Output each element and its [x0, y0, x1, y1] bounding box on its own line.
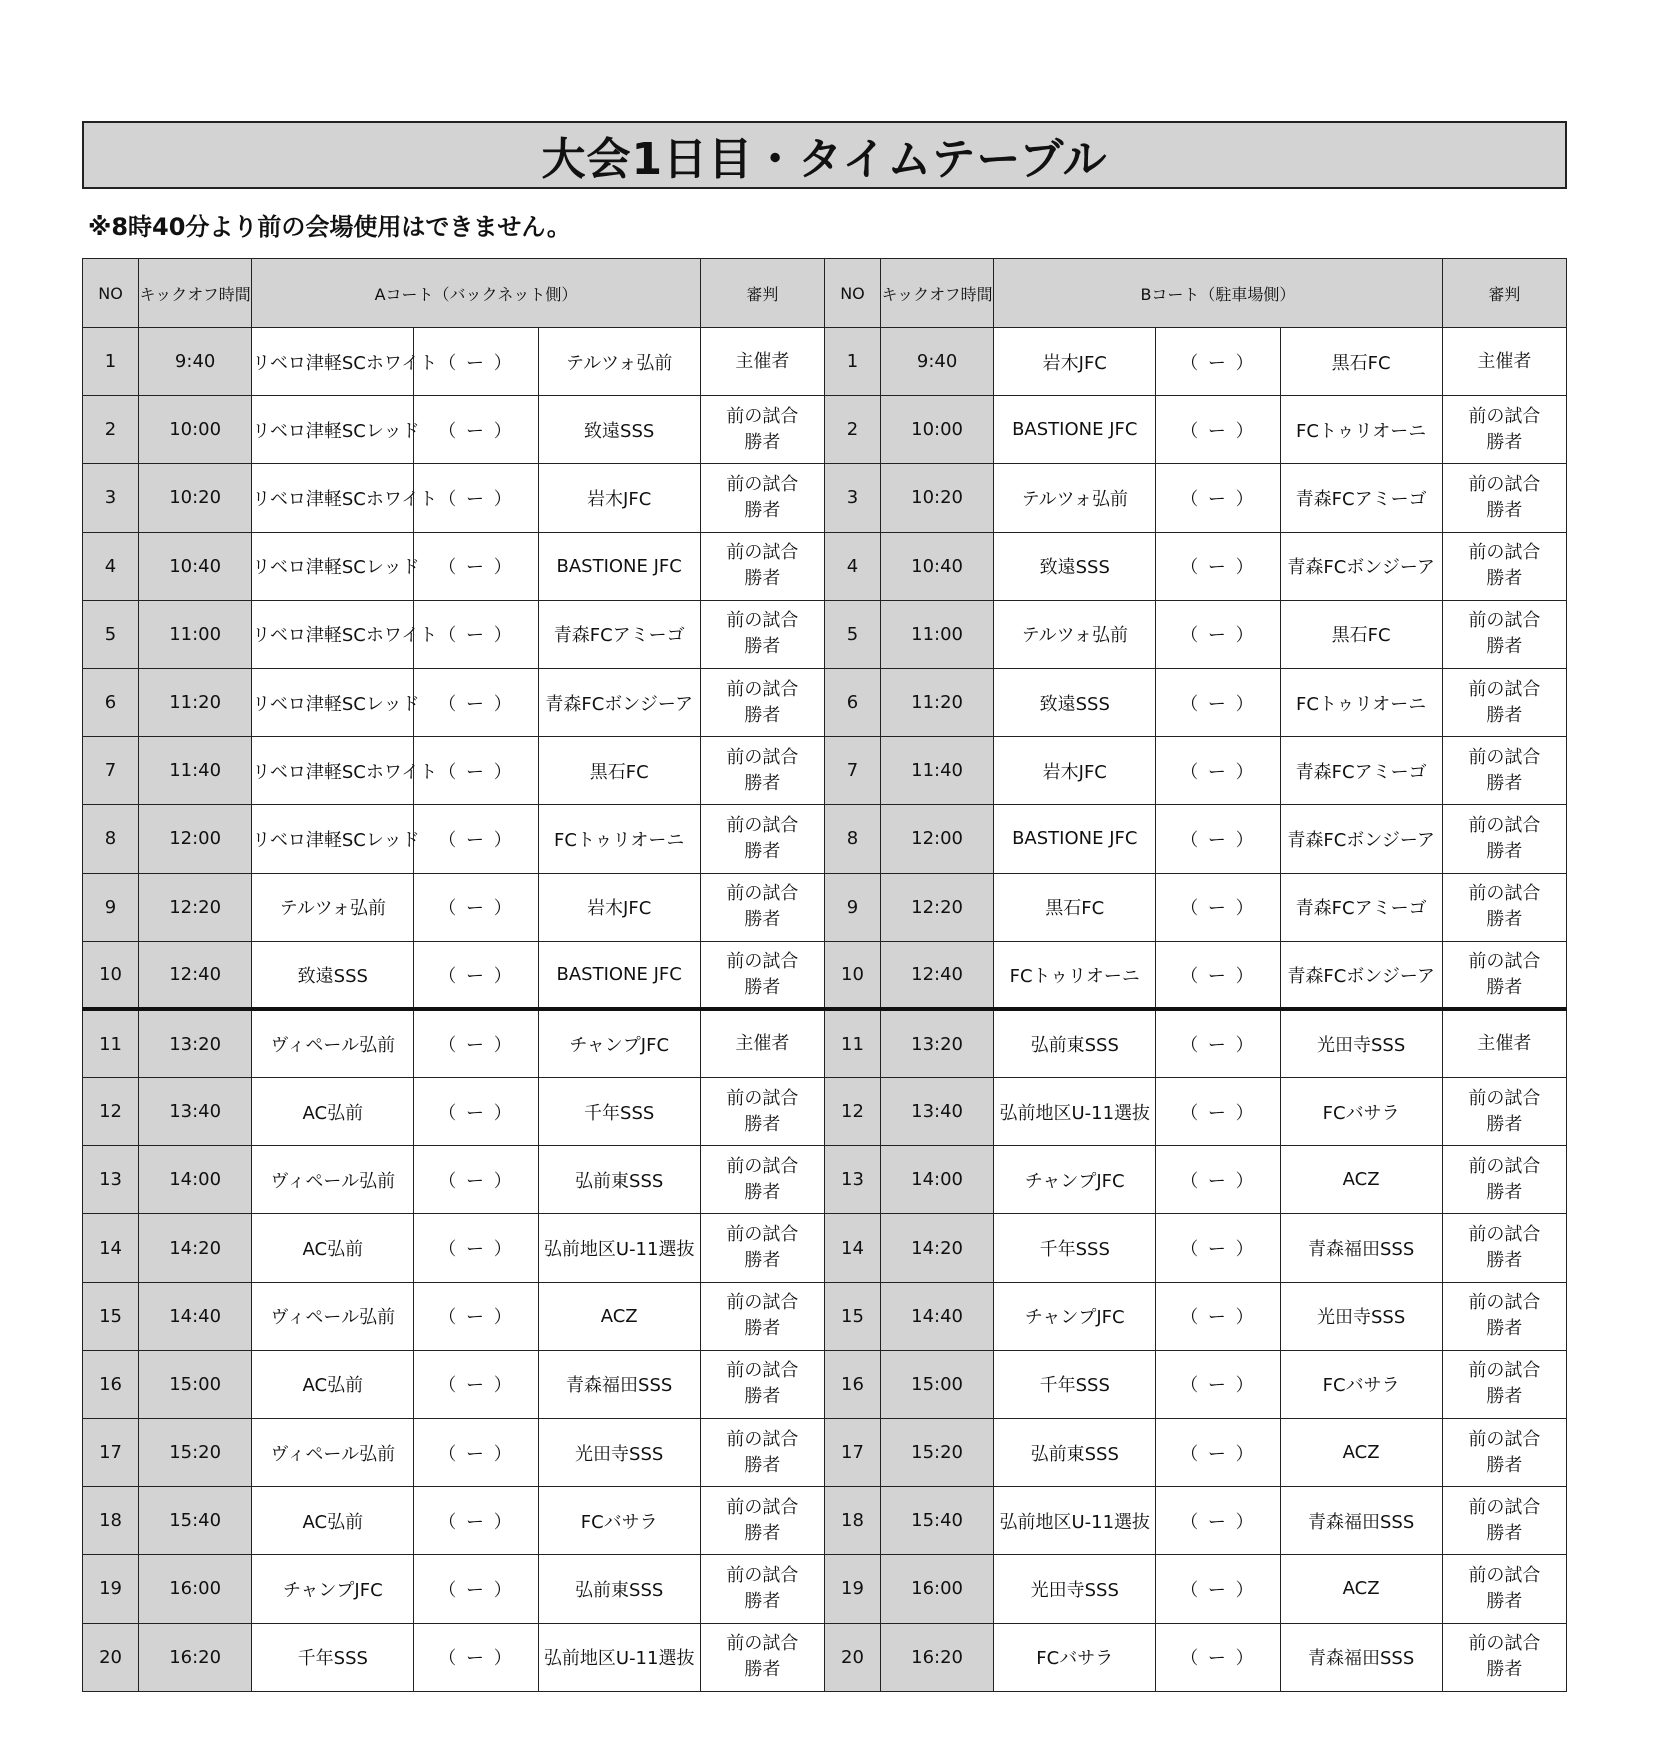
match-no-b: 8: [824, 805, 880, 873]
court-b-referee: 前の試合 勝者: [1442, 1282, 1566, 1350]
court-a-score: （ ー ）: [414, 1419, 538, 1487]
kickoff-time-b: 15:40: [881, 1487, 994, 1555]
court-a-score: （ ー ）: [414, 1009, 538, 1077]
court-b-referee: 前の試合 勝者: [1442, 1214, 1566, 1282]
table-row: [83, 805, 1567, 873]
court-a-referee: 前の試合 勝者: [700, 1487, 824, 1555]
match-no-b: 3: [824, 464, 880, 532]
kickoff-time-a: 15:40: [139, 1487, 252, 1555]
court-b-away-team: 青森福田SSS: [1280, 1214, 1442, 1282]
kickoff-time-b: 11:20: [881, 668, 994, 736]
table-row: [83, 464, 1567, 532]
court-b-away-team: 青森FCアミーゴ: [1280, 873, 1442, 941]
kickoff-time-b: 10:20: [881, 464, 994, 532]
court-b-away-team: 青森FCボンジーア: [1280, 805, 1442, 873]
court-a-referee: 前の試合 勝者: [700, 1555, 824, 1623]
court-a-away-team: 青森福田SSS: [538, 1350, 700, 1418]
court-a-home-team: チャンプJFC: [252, 1555, 414, 1623]
match-no-a: 15: [83, 1282, 139, 1350]
court-a-away-team: 岩木JFC: [538, 464, 700, 532]
match-no-a: 8: [83, 805, 139, 873]
court-b-home-team: チャンプJFC: [994, 1282, 1156, 1350]
match-no-b: 11: [824, 1009, 880, 1077]
court-b-score: （ ー ）: [1156, 1487, 1280, 1555]
kickoff-time-b: 13:40: [881, 1078, 994, 1146]
court-a-score: （ ー ）: [414, 600, 538, 668]
court-b-away-team: 青森福田SSS: [1280, 1487, 1442, 1555]
table-row: [83, 1078, 1567, 1146]
court-b-score: （ ー ）: [1156, 668, 1280, 736]
court-b-referee: 前の試合 勝者: [1442, 1078, 1566, 1146]
court-b-home-team: BASTIONE JFC: [994, 805, 1156, 873]
court-a-home-team: ヴィペール弘前: [252, 1009, 414, 1077]
court-b-away-team: 黒石FC: [1280, 328, 1442, 396]
kickoff-time-b: 14:40: [881, 1282, 994, 1350]
court-b-away-team: ACZ: [1280, 1555, 1442, 1623]
court-b-referee: 前の試合 勝者: [1442, 1555, 1566, 1623]
court-b-away-team: FCバサラ: [1280, 1350, 1442, 1418]
match-no-a: 20: [83, 1623, 139, 1691]
court-a-referee: 主催者: [700, 1009, 824, 1077]
kickoff-time-b: 12:00: [881, 805, 994, 873]
table-row: [83, 600, 1567, 668]
header-no-b: NO: [824, 259, 880, 328]
court-a-score: （ ー ）: [414, 737, 538, 805]
match-no-a: 11: [83, 1009, 139, 1077]
court-b-away-team: 青森福田SSS: [1280, 1623, 1442, 1691]
match-no-a: 12: [83, 1078, 139, 1146]
kickoff-time-a: 10:40: [139, 532, 252, 600]
court-b-referee: 前の試合 勝者: [1442, 873, 1566, 941]
kickoff-time-a: 16:20: [139, 1623, 252, 1691]
court-b-home-team: 致遠SSS: [994, 532, 1156, 600]
court-b-score: （ ー ）: [1156, 532, 1280, 600]
court-a-home-team: AC弘前: [252, 1078, 414, 1146]
court-a-referee: 前の試合 勝者: [700, 1214, 824, 1282]
court-b-score: （ ー ）: [1156, 328, 1280, 396]
court-b-away-team: FCトゥリオーニ: [1280, 668, 1442, 736]
court-b-away-team: 青森FCボンジーア: [1280, 941, 1442, 1009]
kickoff-time-b: 10:40: [881, 532, 994, 600]
court-b-score: （ ー ）: [1156, 1146, 1280, 1214]
court-a-score: （ ー ）: [414, 1623, 538, 1691]
court-b-away-team: ACZ: [1280, 1146, 1442, 1214]
court-a-score: （ ー ）: [414, 1146, 538, 1214]
table-row: [83, 1282, 1567, 1350]
match-no-b: 4: [824, 532, 880, 600]
court-b-home-team: 千年SSS: [994, 1214, 1156, 1282]
kickoff-time-a: 9:40: [139, 328, 252, 396]
court-b-score: （ ー ）: [1156, 1623, 1280, 1691]
court-a-away-team: ACZ: [538, 1282, 700, 1350]
court-a-away-team: 弘前地区U-11選抜: [538, 1623, 700, 1691]
court-b-home-team: 千年SSS: [994, 1350, 1156, 1418]
table-row: [83, 1487, 1567, 1555]
court-a-score: （ ー ）: [414, 1078, 538, 1146]
page-title: 大会1日目・タイムテーブル: [82, 121, 1567, 189]
court-a-referee: 前の試合 勝者: [700, 464, 824, 532]
match-no-a: 4: [83, 532, 139, 600]
match-no-b: 10: [824, 941, 880, 1009]
match-no-a: 17: [83, 1419, 139, 1487]
court-a-referee: 前の試合 勝者: [700, 737, 824, 805]
header-kickoff-a: キックオフ時間: [139, 259, 252, 328]
court-b-home-team: 弘前地区U-11選抜: [994, 1078, 1156, 1146]
match-no-a: 16: [83, 1350, 139, 1418]
court-a-score: （ ー ）: [414, 941, 538, 1009]
match-no-b: 9: [824, 873, 880, 941]
court-b-home-team: テルツォ弘前: [994, 464, 1156, 532]
kickoff-time-b: 11:00: [881, 600, 994, 668]
court-a-referee: 前の試合 勝者: [700, 805, 824, 873]
court-b-home-team: 岩木JFC: [994, 328, 1156, 396]
timetable: [82, 258, 1567, 1692]
court-b-score: （ ー ）: [1156, 805, 1280, 873]
court-a-score: （ ー ）: [414, 1350, 538, 1418]
court-a-home-team: テルツォ弘前: [252, 873, 414, 941]
court-b-referee: 前の試合 勝者: [1442, 1623, 1566, 1691]
kickoff-time-a: 12:20: [139, 873, 252, 941]
court-a-away-team: テルツォ弘前: [538, 328, 700, 396]
match-no-b: 18: [824, 1487, 880, 1555]
header-kickoff-b: キックオフ時間: [881, 259, 994, 328]
court-b-score: （ ー ）: [1156, 941, 1280, 1009]
match-no-a: 19: [83, 1555, 139, 1623]
court-b-score: （ ー ）: [1156, 737, 1280, 805]
court-b-away-team: FCトゥリオーニ: [1280, 396, 1442, 464]
match-no-b: 20: [824, 1623, 880, 1691]
court-a-away-team: 弘前地区U-11選抜: [538, 1214, 700, 1282]
court-a-score: （ ー ）: [414, 805, 538, 873]
court-a-referee: 主催者: [700, 328, 824, 396]
table-row: [83, 328, 1567, 396]
match-no-a: 6: [83, 668, 139, 736]
court-a-referee: 前の試合 勝者: [700, 1623, 824, 1691]
court-b-score: （ ー ）: [1156, 1419, 1280, 1487]
court-a-score: （ ー ）: [414, 464, 538, 532]
match-no-b: 19: [824, 1555, 880, 1623]
court-b-away-team: FCバサラ: [1280, 1078, 1442, 1146]
court-a-away-team: 千年SSS: [538, 1078, 700, 1146]
court-a-referee: 前の試合 勝者: [700, 1350, 824, 1418]
kickoff-time-b: 13:20: [881, 1009, 994, 1077]
kickoff-time-b: 12:40: [881, 941, 994, 1009]
match-no-b: 13: [824, 1146, 880, 1214]
court-a-score: （ ー ）: [414, 873, 538, 941]
court-a-away-team: 青森FCアミーゴ: [538, 600, 700, 668]
court-b-home-team: FCトゥリオーニ: [994, 941, 1156, 1009]
header-court-a: Aコート（バックネット側）: [252, 259, 701, 328]
court-a-home-team: 千年SSS: [252, 1623, 414, 1691]
match-no-a: 1: [83, 328, 139, 396]
court-a-referee: 前の試合 勝者: [700, 1282, 824, 1350]
kickoff-time-a: 10:00: [139, 396, 252, 464]
court-b-score: （ ー ）: [1156, 464, 1280, 532]
court-a-score: （ ー ）: [414, 328, 538, 396]
kickoff-time-b: 9:40: [881, 328, 994, 396]
table-row: [83, 941, 1567, 1009]
court-a-score: （ ー ）: [414, 1214, 538, 1282]
court-a-referee: 前の試合 勝者: [700, 873, 824, 941]
court-b-referee: 前の試合 勝者: [1442, 737, 1566, 805]
court-a-referee: 前の試合 勝者: [700, 1146, 824, 1214]
table-row: [83, 1623, 1567, 1691]
court-b-score: （ ー ）: [1156, 1078, 1280, 1146]
court-a-referee: 前の試合 勝者: [700, 600, 824, 668]
match-no-a: 13: [83, 1146, 139, 1214]
court-a-home-team: AC弘前: [252, 1214, 414, 1282]
court-b-referee: 前の試合 勝者: [1442, 1419, 1566, 1487]
kickoff-time-b: 11:40: [881, 737, 994, 805]
table-row: [83, 1419, 1567, 1487]
court-a-referee: 前の試合 勝者: [700, 1078, 824, 1146]
match-no-b: 1: [824, 328, 880, 396]
court-b-score: （ ー ）: [1156, 396, 1280, 464]
kickoff-time-b: 12:20: [881, 873, 994, 941]
court-a-score: （ ー ）: [414, 532, 538, 600]
court-a-away-team: 弘前東SSS: [538, 1555, 700, 1623]
court-a-referee: 前の試合 勝者: [700, 396, 824, 464]
court-b-referee: 前の試合 勝者: [1442, 1487, 1566, 1555]
court-a-home-team: リベロ津軽SCレッド: [252, 805, 414, 873]
kickoff-time-a: 12:40: [139, 941, 252, 1009]
court-b-referee: 前の試合 勝者: [1442, 941, 1566, 1009]
court-a-away-team: 光田寺SSS: [538, 1419, 700, 1487]
kickoff-time-a: 12:00: [139, 805, 252, 873]
court-b-score: （ ー ）: [1156, 600, 1280, 668]
court-b-home-team: 弘前地区U-11選抜: [994, 1487, 1156, 1555]
court-a-home-team: AC弘前: [252, 1350, 414, 1418]
usage-notice: ※8時40分より前の会場使用はできません。: [88, 213, 571, 241]
court-a-home-team: リベロ津軽SCホワイト: [252, 464, 414, 532]
court-b-score: （ ー ）: [1156, 1555, 1280, 1623]
court-b-home-team: 岩木JFC: [994, 737, 1156, 805]
kickoff-time-b: 14:20: [881, 1214, 994, 1282]
court-a-away-team: チャンプJFC: [538, 1009, 700, 1077]
court-a-referee: 前の試合 勝者: [700, 941, 824, 1009]
court-a-away-team: 致遠SSS: [538, 396, 700, 464]
court-a-home-team: ヴィペール弘前: [252, 1146, 414, 1214]
table-row: [83, 873, 1567, 941]
kickoff-time-a: 11:00: [139, 600, 252, 668]
court-a-home-team: リベロ津軽SCホワイト: [252, 737, 414, 805]
court-b-referee: 主催者: [1442, 328, 1566, 396]
table-row: [83, 737, 1567, 805]
court-b-home-team: 黒石FC: [994, 873, 1156, 941]
court-a-score: （ ー ）: [414, 1282, 538, 1350]
header-referee-a: 審判: [700, 259, 824, 328]
match-no-b: 6: [824, 668, 880, 736]
court-a-home-team: リベロ津軽SCホワイト: [252, 328, 414, 396]
header-referee-b: 審判: [1442, 259, 1566, 328]
match-no-a: 5: [83, 600, 139, 668]
court-b-score: （ ー ）: [1156, 873, 1280, 941]
court-b-home-team: BASTIONE JFC: [994, 396, 1156, 464]
court-b-away-team: 青森FCボンジーア: [1280, 532, 1442, 600]
kickoff-time-a: 11:40: [139, 737, 252, 805]
match-no-a: 7: [83, 737, 139, 805]
court-a-home-team: ヴィペール弘前: [252, 1282, 414, 1350]
kickoff-time-b: 10:00: [881, 396, 994, 464]
court-b-away-team: 光田寺SSS: [1280, 1282, 1442, 1350]
match-no-a: 2: [83, 396, 139, 464]
table-row: [83, 396, 1567, 464]
match-no-b: 17: [824, 1419, 880, 1487]
court-a-home-team: リベロ津軽SCレッド: [252, 532, 414, 600]
court-b-referee: 前の試合 勝者: [1442, 1146, 1566, 1214]
match-no-b: 5: [824, 600, 880, 668]
table-row: [83, 1350, 1567, 1418]
table-row: [83, 532, 1567, 600]
court-b-away-team: 光田寺SSS: [1280, 1009, 1442, 1077]
court-a-score: （ ー ）: [414, 1487, 538, 1555]
court-b-score: （ ー ）: [1156, 1350, 1280, 1418]
table-row: [83, 1214, 1567, 1282]
court-a-score: （ ー ）: [414, 1555, 538, 1623]
match-no-b: 15: [824, 1282, 880, 1350]
match-no-a: 14: [83, 1214, 139, 1282]
court-a-away-team: 黒石FC: [538, 737, 700, 805]
kickoff-time-a: 10:20: [139, 464, 252, 532]
header-row: [83, 259, 1567, 328]
court-b-score: （ ー ）: [1156, 1009, 1280, 1077]
court-a-home-team: リベロ津軽SCレッド: [252, 668, 414, 736]
schedule-body: [83, 328, 1567, 1692]
court-b-referee: 前の試合 勝者: [1442, 668, 1566, 736]
court-b-referee: 前の試合 勝者: [1442, 532, 1566, 600]
match-no-a: 10: [83, 941, 139, 1009]
match-no-a: 9: [83, 873, 139, 941]
kickoff-time-b: 15:20: [881, 1419, 994, 1487]
kickoff-time-a: 11:20: [139, 668, 252, 736]
kickoff-time-a: 16:00: [139, 1555, 252, 1623]
court-b-score: （ ー ）: [1156, 1282, 1280, 1350]
kickoff-time-a: 14:40: [139, 1282, 252, 1350]
kickoff-time-b: 16:00: [881, 1555, 994, 1623]
court-a-score: （ ー ）: [414, 668, 538, 736]
match-no-b: 7: [824, 737, 880, 805]
court-b-home-team: 致遠SSS: [994, 668, 1156, 736]
match-no-b: 16: [824, 1350, 880, 1418]
court-b-away-team: 青森FCアミーゴ: [1280, 464, 1442, 532]
kickoff-time-a: 14:00: [139, 1146, 252, 1214]
court-b-home-team: テルツォ弘前: [994, 600, 1156, 668]
kickoff-time-a: 15:00: [139, 1350, 252, 1418]
court-b-referee: 前の試合 勝者: [1442, 396, 1566, 464]
kickoff-time-a: 14:20: [139, 1214, 252, 1282]
court-b-home-team: 光田寺SSS: [994, 1555, 1156, 1623]
kickoff-time-a: 13:40: [139, 1078, 252, 1146]
kickoff-time-b: 16:20: [881, 1623, 994, 1691]
match-no-b: 2: [824, 396, 880, 464]
header-no-a: NO: [83, 259, 139, 328]
table-row: [83, 1146, 1567, 1214]
court-b-referee: 前の試合 勝者: [1442, 464, 1566, 532]
court-b-home-team: 弘前東SSS: [994, 1009, 1156, 1077]
table-row: [83, 1555, 1567, 1623]
match-no-a: 3: [83, 464, 139, 532]
court-b-referee: 主催者: [1442, 1009, 1566, 1077]
court-a-home-team: リベロ津軽SCホワイト: [252, 600, 414, 668]
court-a-away-team: BASTIONE JFC: [538, 941, 700, 1009]
match-no-b: 12: [824, 1078, 880, 1146]
court-b-home-team: FCバサラ: [994, 1623, 1156, 1691]
court-a-score: （ ー ）: [414, 396, 538, 464]
court-a-home-team: リベロ津軽SCレッド: [252, 396, 414, 464]
table-row: [83, 1009, 1567, 1077]
court-a-home-team: ヴィペール弘前: [252, 1419, 414, 1487]
court-b-away-team: 黒石FC: [1280, 600, 1442, 668]
court-a-away-team: FCバサラ: [538, 1487, 700, 1555]
kickoff-time-b: 15:00: [881, 1350, 994, 1418]
court-b-referee: 前の試合 勝者: [1442, 805, 1566, 873]
court-b-referee: 前の試合 勝者: [1442, 1350, 1566, 1418]
court-a-referee: 前の試合 勝者: [700, 1419, 824, 1487]
court-a-referee: 前の試合 勝者: [700, 668, 824, 736]
court-b-referee: 前の試合 勝者: [1442, 600, 1566, 668]
match-no-a: 18: [83, 1487, 139, 1555]
court-a-away-team: 弘前東SSS: [538, 1146, 700, 1214]
header-court-b: Bコート（駐車場側）: [994, 259, 1443, 328]
court-a-home-team: 致遠SSS: [252, 941, 414, 1009]
kickoff-time-b: 14:00: [881, 1146, 994, 1214]
court-b-away-team: ACZ: [1280, 1419, 1442, 1487]
table-row: [83, 668, 1567, 736]
court-b-home-team: 弘前東SSS: [994, 1419, 1156, 1487]
court-a-away-team: 青森FCボンジーア: [538, 668, 700, 736]
court-a-away-team: 岩木JFC: [538, 873, 700, 941]
court-a-referee: 前の試合 勝者: [700, 532, 824, 600]
court-b-home-team: チャンプJFC: [994, 1146, 1156, 1214]
court-a-away-team: BASTIONE JFC: [538, 532, 700, 600]
court-b-score: （ ー ）: [1156, 1214, 1280, 1282]
kickoff-time-a: 13:20: [139, 1009, 252, 1077]
match-no-b: 14: [824, 1214, 880, 1282]
court-b-away-team: 青森FCアミーゴ: [1280, 737, 1442, 805]
kickoff-time-a: 15:20: [139, 1419, 252, 1487]
court-a-away-team: FCトゥリオーニ: [538, 805, 700, 873]
court-a-home-team: AC弘前: [252, 1487, 414, 1555]
